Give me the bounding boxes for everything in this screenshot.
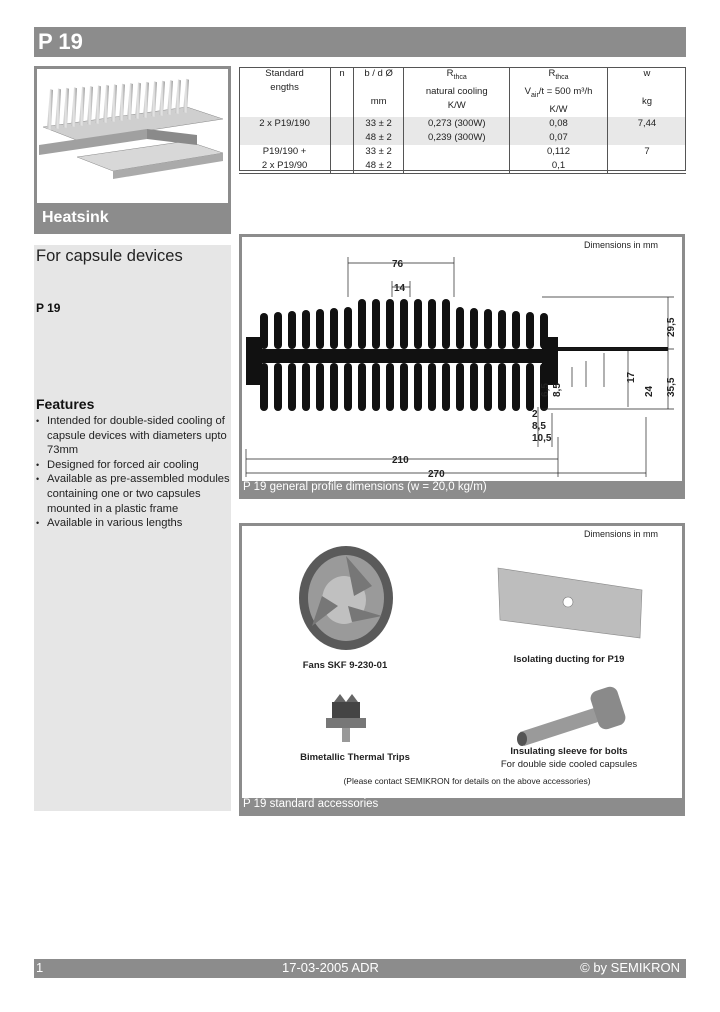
photo-fin [119,84,125,121]
header-w: w kg [607,67,686,117]
photo-fin [87,86,93,125]
profile-fin-bottom [414,363,422,411]
profile-fin-top [428,299,436,349]
dim-14: 14 [394,283,406,294]
profile-fin-top [302,310,310,349]
profile-fin-bottom [428,363,436,411]
left-column [34,245,231,811]
profile-fin-top [498,310,506,349]
thermal-trip-icon [326,694,366,742]
dim-270: 270 [428,469,445,480]
heatsink-profile-drawing [242,237,682,481]
photo-fin [79,87,85,126]
features-list [34,414,231,531]
header-rth-forced: $R_{thca}$ $V_{air}/t = 500$ m³/h K/W [510,67,608,117]
header-bd: b / d Ø mm [353,67,403,117]
left-clamp [246,337,262,385]
profile-fin-top [372,299,380,349]
profile-fin-bottom [302,363,310,411]
ducting-icon [498,568,642,638]
profile-fin-bottom [456,363,464,411]
profile-fin-bottom [344,363,352,411]
profile-fin-top [386,299,394,349]
photo-fin [47,89,53,130]
photo-fin [55,88,61,129]
list-item: • Available as pre-assembled modules containing one or two capsules mounted in a plastic frame [34,472,231,516]
dim-29-5: 29,5 [666,317,677,337]
profile-fin-bottom [512,363,520,411]
profile-fin-bottom [498,363,506,411]
sleeve-label: Insulating sleeve for bolts [510,746,628,757]
table-row: 48 ± 2 0,239 (300W) 0,07 [239,131,686,145]
photo-fin [63,88,69,128]
features-heading: Features [36,396,95,412]
profile-fin-bottom [386,363,394,411]
profile-fin-top [484,309,492,349]
accessories-caption: P 19 standard accessories [243,798,379,810]
profile-fin-top [512,311,520,349]
profile-fin-top [442,299,450,349]
header-n: n [331,67,354,117]
profile-fin-top [358,299,366,349]
profile-fin-top [414,299,422,349]
profile-fin-top [330,308,338,349]
contact-note: (Please contact SEMIKRON for details on the above accessories) [343,776,591,786]
profile-fin-bottom [400,363,408,411]
header-length: Standard engths [265,68,304,93]
right-clamp [542,337,558,385]
profile-caption: P 19 general profile dimensions (w = 20,0 kg/m) [243,481,487,493]
product-code: P 19 [36,301,61,315]
dim-10-5: 10,5 [532,433,552,444]
accessories-drawing-area [242,526,682,798]
dim-2: 2 [532,409,538,420]
table-row: P19/190 + 33 ± 2 0,112 7 [239,145,686,159]
dim-6-5: 6,5 [540,383,551,397]
profile-fin-top [526,312,534,349]
profile-drawing-area [242,237,682,481]
list-item: • Designed for forced air cooling [34,458,231,473]
profile-fin-top [470,308,478,349]
profile-fin-top [316,309,324,349]
profile-fin-bottom [484,363,492,411]
dim-210: 210 [392,455,409,466]
profile-fin-bottom [470,363,478,411]
ducting-label: Isolating ducting for P19 [513,654,625,665]
list-item: • Available in various lengths [34,516,231,531]
page-title: P 19 [38,29,83,54]
copyright: © by SEMIKRON [580,960,680,975]
profile-fin-bottom [526,363,534,411]
profile-fin-top [274,312,282,349]
fan-label: Fans SKF 9-230-01 [302,660,388,671]
list-item: • Intended for double-sided cooling of capsule devices with diameters upto 73mm [34,414,231,458]
dim-35-5: 35,5 [666,377,677,397]
sleeve-sublabel: For double side cooled capsules [500,759,638,770]
dim-17: 17 [626,371,637,383]
profile-fin-bottom [288,363,296,411]
heatsink-photo [37,69,228,203]
footer [34,959,686,978]
profile-fin-bottom [274,363,282,411]
spec-table [239,67,686,174]
fan-icon [299,546,393,650]
photo-fin [103,85,109,123]
profile-fin-bottom [442,363,450,411]
table-header-row [239,67,686,117]
trips-label: Bimetallic Thermal Trips [300,752,410,763]
header-rth-natural: $R_{thca}$ natural cooling K/W [404,67,510,117]
accessories-panel [239,523,685,816]
profile-fin-bottom [358,363,366,411]
page-number: 1 [36,960,44,975]
sleeve-icon [517,685,627,746]
image-caption: Heatsink [42,209,109,226]
profile-fin-top [344,307,352,349]
dimension-note: Dimensions in mm [583,529,658,539]
photo-fin [71,87,77,127]
profile-fin-top [400,299,408,349]
title-bar [34,27,686,57]
table-row: 2 x P19/90 48 ± 2 0,1 [239,159,686,174]
dim-76: 76 [392,259,404,270]
dim-8-5: 8,5 [552,383,563,397]
profile-fin-bottom [372,363,380,411]
dim-24: 24 [644,385,655,397]
photo-fin [95,85,101,124]
photo-fin [111,84,117,122]
table-row: 2 x P19/190 33 ± 2 0,273 (300W) 0,08 7,44 [239,117,686,131]
profile-fin-top [456,307,464,349]
profile-panel [239,234,685,499]
product-image-panel [34,66,231,234]
footer-date: 17-03-2005 ADR [282,960,379,975]
profile-fin-top [288,311,296,349]
dimension-note: Dimensions in mm [583,240,658,250]
section-heading: For capsule devices [36,247,183,265]
heatsink-illustration [37,69,228,203]
profile-fin-bottom [316,363,324,411]
profile-base [246,349,558,363]
dim-8-5b: 8,5 [532,421,546,432]
profile-fin-bottom [330,363,338,411]
